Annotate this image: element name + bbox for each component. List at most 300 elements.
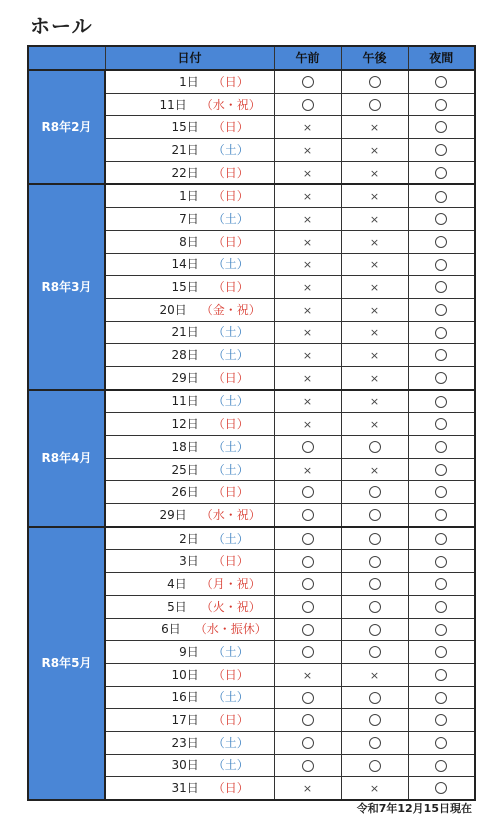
day-number: 12日	[171, 417, 199, 432]
availability-am	[274, 595, 341, 618]
day-of-week: （土）	[212, 325, 249, 340]
day-number: 6日	[161, 622, 181, 637]
available-circle-icon	[369, 624, 381, 636]
availability-am	[274, 550, 341, 573]
availability-pm	[341, 276, 408, 299]
available-circle-icon	[369, 601, 381, 613]
day-of-week: （日）	[212, 189, 249, 204]
availability-night	[408, 481, 475, 504]
availability-pm	[341, 161, 408, 184]
availability-night	[408, 344, 475, 367]
available-circle-icon	[302, 692, 314, 704]
available-circle-icon	[435, 259, 447, 271]
date-cell	[105, 298, 274, 321]
day-number: 3日	[179, 554, 199, 569]
day-number: 29日	[171, 370, 199, 385]
available-circle-icon	[369, 737, 381, 749]
date-cell	[105, 161, 274, 184]
availability-night	[408, 298, 475, 321]
availability-pm	[341, 436, 408, 459]
unavailable-cross-icon: ×	[369, 303, 380, 317]
availability-night	[408, 595, 475, 618]
day-number: 30日	[171, 758, 199, 773]
day-number: 16日	[171, 690, 199, 705]
availability-am	[274, 93, 341, 116]
availability-pm	[341, 754, 408, 777]
unavailable-cross-icon: ×	[369, 326, 380, 340]
availability-am	[274, 366, 341, 389]
availability-night	[408, 161, 475, 184]
date-cell	[105, 527, 274, 550]
table-row	[28, 184, 475, 207]
available-circle-icon	[302, 76, 314, 88]
unavailable-cross-icon: ×	[302, 782, 313, 796]
header-row	[28, 46, 475, 70]
availability-pm	[341, 413, 408, 436]
day-number: 2日	[179, 531, 199, 546]
day-number: 29日	[159, 507, 187, 522]
availability-night	[408, 709, 475, 732]
as-of-date: 令和7年12月15日現在	[356, 802, 472, 815]
available-circle-icon	[435, 418, 447, 430]
availability-pm	[341, 344, 408, 367]
available-circle-icon	[435, 714, 447, 726]
available-circle-icon	[435, 760, 447, 772]
availability-am	[274, 161, 341, 184]
unavailable-cross-icon: ×	[369, 281, 380, 295]
available-circle-icon	[302, 760, 314, 772]
availability-pm	[341, 116, 408, 139]
unavailable-cross-icon: ×	[302, 121, 313, 135]
available-circle-icon	[435, 372, 447, 384]
available-circle-icon	[302, 646, 314, 658]
available-circle-icon	[369, 441, 381, 453]
date-cell	[105, 344, 274, 367]
unavailable-cross-icon: ×	[369, 418, 380, 432]
unavailable-cross-icon: ×	[369, 166, 380, 180]
header-month-blank	[28, 46, 105, 70]
availability-pm	[341, 390, 408, 413]
available-circle-icon	[302, 714, 314, 726]
available-circle-icon	[435, 509, 447, 521]
availability-night	[408, 686, 475, 709]
day-of-week: （日）	[212, 280, 249, 295]
availability-night	[408, 116, 475, 139]
availability-night	[408, 458, 475, 481]
header-date: 日付	[105, 46, 274, 70]
unavailable-cross-icon: ×	[302, 212, 313, 226]
unavailable-cross-icon: ×	[369, 143, 380, 157]
day-number: 21日	[171, 325, 199, 340]
day-number: 15日	[171, 280, 199, 295]
available-circle-icon	[369, 646, 381, 658]
date-cell	[105, 116, 274, 139]
unavailable-cross-icon: ×	[302, 326, 313, 340]
available-circle-icon	[302, 509, 314, 521]
day-number: 5日	[167, 599, 187, 614]
day-of-week: （日）	[212, 120, 249, 135]
date-cell	[105, 573, 274, 596]
availability-am	[274, 344, 341, 367]
availability-am	[274, 458, 341, 481]
unavailable-cross-icon: ×	[369, 212, 380, 226]
available-circle-icon	[435, 121, 447, 133]
day-of-week: （日）	[212, 781, 249, 796]
unavailable-cross-icon: ×	[302, 235, 313, 249]
day-number: 22日	[171, 165, 199, 180]
day-number: 7日	[179, 211, 199, 226]
available-circle-icon	[435, 76, 447, 88]
available-circle-icon	[435, 327, 447, 339]
available-circle-icon	[302, 556, 314, 568]
unavailable-cross-icon: ×	[302, 668, 313, 682]
date-cell	[105, 321, 274, 344]
table-header	[28, 46, 475, 70]
availability-pm	[341, 618, 408, 641]
date-cell	[105, 184, 274, 207]
available-circle-icon	[435, 578, 447, 590]
availability-am	[274, 527, 341, 550]
availability-pm	[341, 184, 408, 207]
date-cell	[105, 481, 274, 504]
availability-pm	[341, 731, 408, 754]
available-circle-icon	[435, 646, 447, 658]
day-number: 21日	[171, 142, 199, 157]
month-label: R8年5月	[28, 527, 105, 800]
day-number: 28日	[171, 348, 199, 363]
available-circle-icon	[435, 236, 447, 248]
day-of-week: （月・祝）	[200, 576, 261, 591]
available-circle-icon	[435, 213, 447, 225]
unavailable-cross-icon: ×	[369, 782, 380, 796]
availability-pm	[341, 208, 408, 231]
table-row	[28, 390, 475, 413]
availability-am	[274, 276, 341, 299]
availability-table	[27, 45, 476, 801]
unavailable-cross-icon: ×	[302, 258, 313, 272]
month-label: R8年2月	[28, 70, 105, 184]
availability-am	[274, 208, 341, 231]
unavailable-cross-icon: ×	[369, 121, 380, 135]
day-number: 23日	[171, 735, 199, 750]
unavailable-cross-icon: ×	[302, 281, 313, 295]
available-circle-icon	[435, 281, 447, 293]
day-number: 1日	[179, 189, 199, 204]
availability-pm	[341, 253, 408, 276]
available-circle-icon	[435, 486, 447, 498]
availability-pm	[341, 686, 408, 709]
day-of-week: （土）	[212, 690, 249, 705]
available-circle-icon	[435, 396, 447, 408]
available-circle-icon	[435, 601, 447, 613]
availability-am	[274, 298, 341, 321]
unavailable-cross-icon: ×	[369, 371, 380, 385]
availability-am	[274, 663, 341, 686]
availability-am	[274, 253, 341, 276]
available-circle-icon	[302, 578, 314, 590]
day-number: 31日	[171, 781, 199, 796]
available-circle-icon	[435, 144, 447, 156]
day-number: 9日	[179, 645, 199, 660]
availability-pm	[341, 139, 408, 162]
date-cell	[105, 731, 274, 754]
availability-night	[408, 366, 475, 389]
unavailable-cross-icon: ×	[369, 235, 380, 249]
availability-pm	[341, 550, 408, 573]
availability-night	[408, 139, 475, 162]
available-circle-icon	[435, 692, 447, 704]
day-of-week: （日）	[212, 234, 249, 249]
available-circle-icon	[369, 486, 381, 498]
availability-pm	[341, 70, 408, 93]
month-label: R8年4月	[28, 390, 105, 527]
day-number: 14日	[171, 257, 199, 272]
available-circle-icon	[435, 349, 447, 361]
day-of-week: （日）	[212, 74, 249, 89]
available-circle-icon	[302, 624, 314, 636]
date-cell	[105, 777, 274, 800]
availability-pm	[341, 321, 408, 344]
available-circle-icon	[369, 714, 381, 726]
available-circle-icon	[435, 191, 447, 203]
availability-am	[274, 390, 341, 413]
availability-night	[408, 527, 475, 550]
availability-pm	[341, 481, 408, 504]
availability-am	[274, 413, 341, 436]
availability-am	[274, 618, 341, 641]
day-of-week: （土）	[212, 758, 249, 773]
date-cell	[105, 618, 274, 641]
availability-am	[274, 709, 341, 732]
day-number: 4日	[167, 576, 187, 591]
availability-night	[408, 70, 475, 93]
unavailable-cross-icon: ×	[302, 190, 313, 204]
day-number: 17日	[171, 713, 199, 728]
date-cell	[105, 276, 274, 299]
unavailable-cross-icon: ×	[302, 349, 313, 363]
date-cell	[105, 70, 274, 93]
availability-night	[408, 754, 475, 777]
unavailable-cross-icon: ×	[369, 668, 380, 682]
date-cell	[105, 139, 274, 162]
date-cell	[105, 663, 274, 686]
day-number: 11日	[171, 394, 199, 409]
day-of-week: （日）	[212, 417, 249, 432]
day-of-week: （水・振休）	[194, 622, 267, 637]
availability-pm	[341, 298, 408, 321]
availability-night	[408, 253, 475, 276]
availability-am	[274, 116, 341, 139]
date-cell	[105, 390, 274, 413]
availability-am	[274, 573, 341, 596]
availability-am	[274, 184, 341, 207]
available-circle-icon	[435, 304, 447, 316]
availability-night	[408, 731, 475, 754]
availability-night	[408, 618, 475, 641]
day-number: 20日	[159, 302, 187, 317]
day-of-week: （土）	[212, 394, 249, 409]
table-row	[28, 70, 475, 93]
day-of-week: （水・祝）	[200, 97, 261, 112]
date-cell	[105, 754, 274, 777]
unavailable-cross-icon: ×	[369, 395, 380, 409]
availability-pm	[341, 504, 408, 527]
availability-night	[408, 573, 475, 596]
availability-pm	[341, 641, 408, 664]
availability-pm	[341, 93, 408, 116]
day-of-week: （金・祝）	[200, 302, 261, 317]
date-cell	[105, 413, 274, 436]
availability-am	[274, 139, 341, 162]
page-title: ホール	[30, 14, 93, 38]
available-circle-icon	[302, 533, 314, 545]
day-number: 26日	[171, 485, 199, 500]
availability-am	[274, 70, 341, 93]
available-circle-icon	[435, 533, 447, 545]
availability-night	[408, 184, 475, 207]
date-cell	[105, 253, 274, 276]
availability-pm	[341, 663, 408, 686]
availability-night	[408, 276, 475, 299]
header-night: 夜間	[408, 46, 475, 70]
availability-pm	[341, 230, 408, 253]
date-cell	[105, 550, 274, 573]
day-of-week: （土）	[212, 735, 249, 750]
available-circle-icon	[302, 99, 314, 111]
date-cell	[105, 366, 274, 389]
day-of-week: （日）	[212, 485, 249, 500]
availability-night	[408, 504, 475, 527]
availability-night	[408, 663, 475, 686]
available-circle-icon	[435, 167, 447, 179]
unavailable-cross-icon: ×	[302, 395, 313, 409]
availability-night	[408, 93, 475, 116]
day-of-week: （土）	[212, 348, 249, 363]
date-cell	[105, 436, 274, 459]
day-of-week: （土）	[212, 439, 249, 454]
available-circle-icon	[435, 99, 447, 111]
unavailable-cross-icon: ×	[369, 258, 380, 272]
availability-pm	[341, 458, 408, 481]
day-of-week: （土）	[212, 142, 249, 157]
day-of-week: （土）	[212, 462, 249, 477]
available-circle-icon	[369, 760, 381, 772]
day-of-week: （日）	[212, 370, 249, 385]
availability-am	[274, 504, 341, 527]
availability-night	[408, 550, 475, 573]
unavailable-cross-icon: ×	[302, 463, 313, 477]
unavailable-cross-icon: ×	[302, 303, 313, 317]
available-circle-icon	[302, 486, 314, 498]
day-of-week: （土）	[212, 257, 249, 272]
available-circle-icon	[369, 76, 381, 88]
unavailable-cross-icon: ×	[302, 166, 313, 180]
day-number: 15日	[171, 120, 199, 135]
day-number: 18日	[171, 439, 199, 454]
day-number: 8日	[179, 234, 199, 249]
day-number: 25日	[171, 462, 199, 477]
day-of-week: （水・祝）	[200, 507, 261, 522]
availability-am	[274, 641, 341, 664]
date-cell	[105, 230, 274, 253]
date-cell	[105, 504, 274, 527]
unavailable-cross-icon: ×	[369, 190, 380, 204]
available-circle-icon	[435, 441, 447, 453]
day-of-week: （日）	[212, 165, 249, 180]
unavailable-cross-icon: ×	[302, 143, 313, 157]
day-of-week: （日）	[212, 667, 249, 682]
availability-night	[408, 777, 475, 800]
availability-am	[274, 230, 341, 253]
availability-night	[408, 436, 475, 459]
available-circle-icon	[302, 441, 314, 453]
unavailable-cross-icon: ×	[302, 371, 313, 385]
available-circle-icon	[302, 737, 314, 749]
date-cell	[105, 686, 274, 709]
availability-pm	[341, 709, 408, 732]
unavailable-cross-icon: ×	[369, 463, 380, 477]
availability-am	[274, 436, 341, 459]
table-row	[28, 527, 475, 550]
table-body	[28, 70, 475, 800]
availability-night	[408, 390, 475, 413]
unavailable-cross-icon: ×	[369, 349, 380, 363]
available-circle-icon	[369, 99, 381, 111]
date-cell	[105, 458, 274, 481]
available-circle-icon	[435, 737, 447, 749]
availability-night	[408, 208, 475, 231]
availability-am	[274, 754, 341, 777]
availability-night	[408, 321, 475, 344]
available-circle-icon	[369, 692, 381, 704]
availability-am	[274, 686, 341, 709]
date-cell	[105, 641, 274, 664]
available-circle-icon	[369, 509, 381, 521]
day-number: 1日	[179, 74, 199, 89]
available-circle-icon	[302, 601, 314, 613]
day-of-week: （日）	[212, 554, 249, 569]
available-circle-icon	[435, 556, 447, 568]
available-circle-icon	[435, 669, 447, 681]
date-cell	[105, 208, 274, 231]
day-of-week: （日）	[212, 713, 249, 728]
day-number: 10日	[171, 667, 199, 682]
available-circle-icon	[435, 782, 447, 794]
available-circle-icon	[435, 464, 447, 476]
date-cell	[105, 595, 274, 618]
day-of-week: （土）	[212, 531, 249, 546]
availability-night	[408, 413, 475, 436]
availability-am	[274, 321, 341, 344]
availability-pm	[341, 366, 408, 389]
header-morning: 午前	[274, 46, 341, 70]
availability-pm	[341, 777, 408, 800]
availability-night	[408, 641, 475, 664]
day-of-week: （土）	[212, 645, 249, 660]
availability-pm	[341, 595, 408, 618]
availability-am	[274, 777, 341, 800]
availability-pm	[341, 527, 408, 550]
unavailable-cross-icon: ×	[302, 418, 313, 432]
availability-am	[274, 481, 341, 504]
availability-night	[408, 230, 475, 253]
availability-am	[274, 731, 341, 754]
day-number: 11日	[159, 97, 187, 112]
header-afternoon: 午後	[341, 46, 408, 70]
day-of-week: （火・祝）	[200, 599, 261, 614]
available-circle-icon	[369, 533, 381, 545]
month-label: R8年3月	[28, 184, 105, 389]
